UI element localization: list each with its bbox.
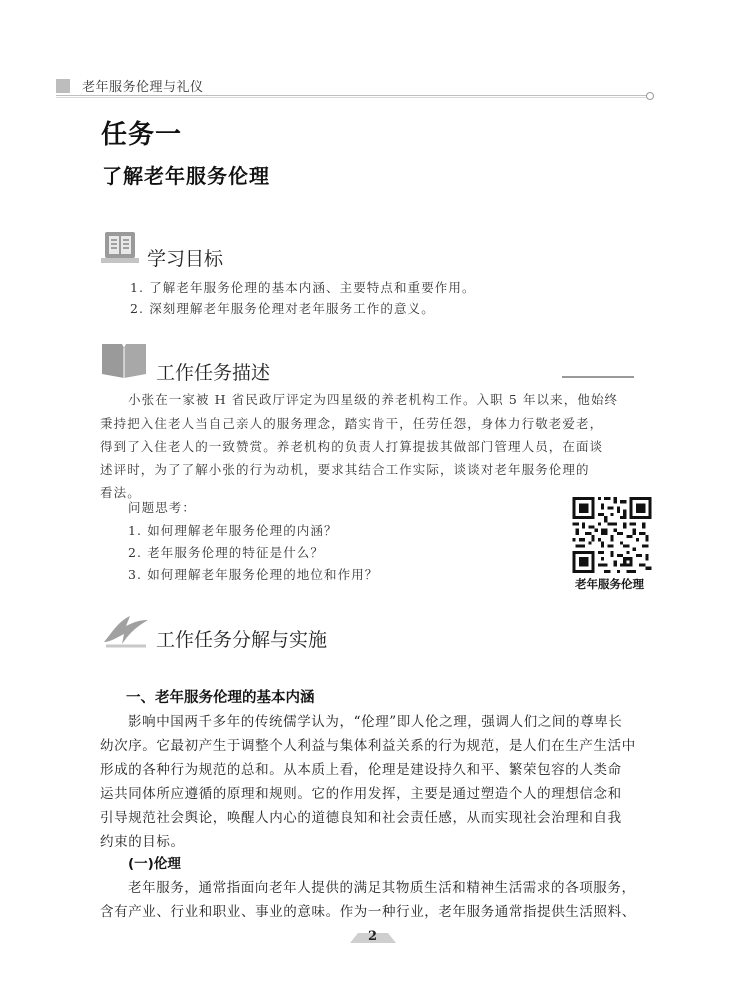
paragraph-line: 老年服务，通常指面向老年人提供的满足其物质生活和精神生活需求的各项服务， [128, 880, 636, 896]
objectives-heading: 学习目标 [147, 248, 224, 270]
paragraph-line: 约束的目标。 [100, 834, 185, 850]
implementation-heading: 工作任务分解与实施 [156, 629, 328, 651]
description-line: 秉持把入住老人当自己亲人的服务理念，踏实肯干，任劳任怨，身体力行敬老爱老， [100, 416, 604, 431]
running-header-title: 老年服务伦理与礼仪 [82, 80, 204, 95]
paragraph-line: 幼次序。它最初产生于调整个人利益与集体利益关系的行为规范，是人们在生产生活中 [100, 738, 636, 754]
header-tab-marker [56, 79, 70, 93]
question-item: 3. 如何理解老年服务伦理的地位和作用？ [128, 567, 379, 582]
questions-label: 问题思考： [128, 500, 197, 515]
paragraph-line: 含有产业、行业和职业、事业的意味。作为一种行业，老年服务通常指提供生活照料、 [100, 904, 636, 920]
qr-code[interactable] [572, 497, 652, 573]
question-item: 2. 老年服务伦理的特征是什么？ [128, 545, 325, 560]
objective-item: 1. 了解老年服务伦理的基本内涵、主要特点和重要作用。 [130, 280, 476, 295]
description-line: 述评时，为了了解小张的行为动机，要求其结合工作实际，谈谈对老年服务伦理的 [100, 462, 590, 477]
question-item: 1. 如何理解老年服务伦理的内涵？ [128, 523, 338, 538]
task-title: 任务一 [101, 120, 183, 150]
objectives-icon [99, 230, 141, 266]
open-book-icon [100, 340, 148, 380]
paragraph-line: 引导规范社会舆论，唤醒人内心的道德良知和社会责任感，从而实现社会治理和自我 [100, 810, 622, 826]
description-heading: 工作任务描述 [156, 362, 271, 384]
section-underline-accent [562, 376, 634, 378]
subsection-heading: (一)伦理 [128, 856, 181, 872]
paragraph-line: 影响中国两千多年的传统儒学认为，“伦理”即人伦之理，强调人们之间的尊卑长 [128, 714, 623, 730]
qr-caption: 老年服务伦理 [575, 577, 644, 591]
description-line: 得到了入住老人的一致赞赏。养老机构的负责人打算提拔其做部门管理人员，在面谈 [100, 439, 604, 454]
header-rule-secondary [56, 97, 650, 98]
objective-item: 2. 深刻理解老年服务伦理对老年服务工作的意义。 [130, 301, 435, 316]
arrow-swoosh-icon [100, 612, 152, 650]
description-line: 小张在一家被 H 省民政厅评定为四星级的养老机构工作。入职 5 年以来，他始终 [128, 392, 619, 407]
page-number: 2 [368, 929, 378, 944]
section-heading: 一、老年服务伦理的基本内涵 [126, 690, 315, 706]
header-rule [56, 95, 650, 96]
paragraph-line: 运共同体所应遵循的原理和规则。它的作用发挥，主要是通过塑造个人的理想信念和 [100, 786, 622, 802]
header-rule-end-dot [646, 92, 654, 100]
task-subtitle: 了解老年服务伦理 [102, 164, 270, 188]
paragraph-line: 形成的各种行为规范的总和。从本质上看，伦理是建设持久和平、繁荣包容的人类命 [100, 762, 622, 778]
description-line: 看法。 [100, 485, 141, 500]
